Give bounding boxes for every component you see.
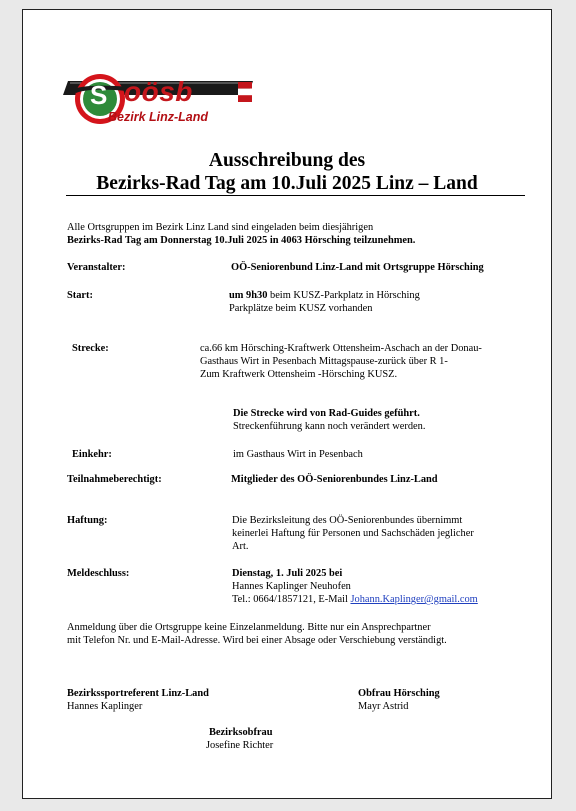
- signature-right-name: Mayr Astrid: [358, 701, 409, 712]
- einkehr-value: im Gasthaus Wirt in Pesenbach: [233, 449, 363, 460]
- strecke-line-3: Zum Kraftwerk Ottensheim -Hörsching KUSZ.: [200, 369, 398, 380]
- haftung-line-2: keinerlei Haftung für Personen und Sachschäden jeglicher: [232, 528, 474, 539]
- meldeschluss-date: Dienstag, 1. Juli 2025 bei: [232, 568, 343, 579]
- meldeschluss-tel: Tel.: 0664/1857121, E-Mail: [232, 594, 351, 605]
- title-line-2: Bezirks-Rad Tag am 10.Juli 2025 Linz – Land: [96, 173, 478, 194]
- anmeldung-line-1: Anmeldung über die Ortsgruppe keine Einzelanmeldung. Bitte nur ein Ansprechpartner: [67, 622, 431, 633]
- title-line-1: Ausschreibung des: [208, 150, 366, 171]
- signature-right-title: Obfrau Hörsching: [358, 688, 440, 699]
- start-label: Start:: [67, 290, 93, 301]
- meldeschluss-contact-name: Hannes Kaplinger Neuhofen: [232, 581, 351, 592]
- guides-line-2: Streckenführung kann noch verändert werden.: [233, 421, 426, 432]
- veranstalter-label: Veranstalter:: [67, 262, 126, 273]
- logo-subtitle: Bezirk Linz-Land: [108, 110, 209, 124]
- teilnahme-label: Teilnahmeberechtigt:: [67, 474, 162, 485]
- signature-center-title: Bezirksobfrau: [209, 727, 273, 738]
- intro-line-2: Bezirks-Rad Tag am Donnerstag 10.Juli 2025 in 4063 Hörsching teilzunehmen.: [67, 235, 416, 246]
- start-location: beim KUSZ-Parkplatz in Hörsching: [267, 290, 420, 301]
- title-underline: [66, 195, 525, 196]
- strecke-line-2: Gasthaus Wirt in Pesenbach Mittagspause-zurück über R 1-: [200, 356, 448, 367]
- logo-letter: S: [90, 80, 108, 110]
- haftung-line-1: Die Bezirksleitung des OÖ-Seniorenbundes übernimmt: [232, 515, 463, 526]
- signature-center-name: Josefine Richter: [206, 740, 274, 751]
- anmeldung-line-2: mit Telefon Nr. und E-Mail-Adresse. Wird bei einer Absage oder Verschiebung verständigt.: [67, 635, 447, 646]
- veranstalter-value: OÖ-Seniorenbund Linz-Land mit Ortsgruppe Hörsching: [231, 262, 484, 273]
- start-line-2: Parkplätze beim KUSZ vorhanden: [229, 303, 373, 314]
- haftung-label: Haftung:: [67, 515, 108, 526]
- haftung-line-3: Art.: [232, 541, 249, 552]
- strecke-line-1: ca.66 km Hörsching-Kraftwerk Ottensheim-Aschach an der Donau-: [200, 343, 482, 354]
- meldeschluss-label: Meldeschluss:: [67, 568, 130, 579]
- logo-flag-stripes: [238, 82, 252, 102]
- guides-line-1: Die Strecke wird von Rad-Guides geführt.: [233, 408, 420, 419]
- logo-brand: oösb: [124, 76, 193, 107]
- meldeschluss-contact-line: [232, 594, 478, 606]
- email-link[interactable]: Johann.Kaplinger@gmail.com: [350, 594, 478, 605]
- signature-left-name: Hannes Kaplinger: [67, 701, 143, 712]
- strecke-label: Strecke:: [72, 343, 109, 354]
- signature-left-title: Bezirkssportreferent Linz-Land: [67, 688, 209, 699]
- document-page: [22, 9, 552, 799]
- start-line-1: [229, 290, 420, 302]
- teilnahme-value: Mitglieder des OÖ-Seniorenbundes Linz-Land: [231, 474, 438, 485]
- einkehr-label: Einkehr:: [72, 449, 112, 460]
- start-time: um 9h30: [229, 290, 268, 301]
- intro-line-1: Alle Ortsgruppen im Bezirk Linz Land sind eingeladen beim diesjährigen: [67, 222, 374, 233]
